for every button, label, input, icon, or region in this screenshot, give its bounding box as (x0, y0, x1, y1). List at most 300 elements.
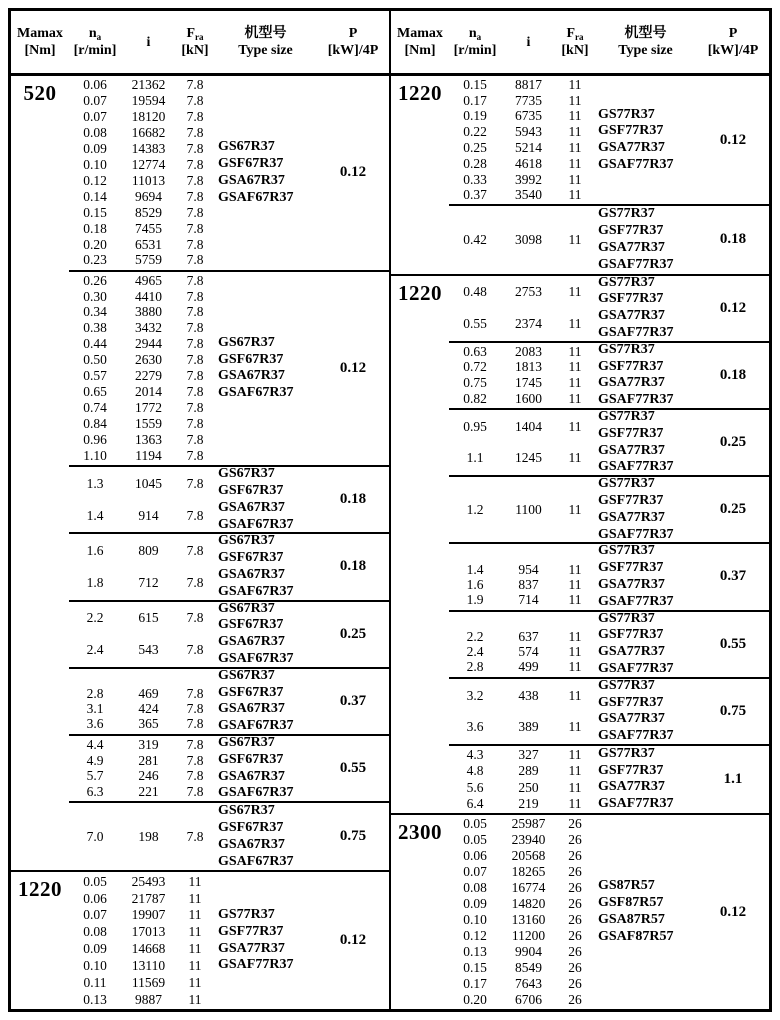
cell-ratio: 1559 (135, 416, 162, 432)
table-row (449, 188, 594, 203)
cell-output-speed: 0.96 (83, 432, 107, 448)
cell-output-speed: 5.7 (86, 768, 104, 784)
cell-ratio: 7643 (515, 975, 542, 991)
type-size-list (594, 612, 697, 677)
type-size-label: GSAF67R37 (218, 650, 294, 666)
header-cell-mamax (11, 11, 69, 73)
type-size-label: GSA77R37 (598, 509, 665, 525)
cell-ratio: 714 (518, 592, 539, 608)
cell-output-speed: 0.09 (83, 140, 107, 156)
cell-ratio: 4618 (515, 155, 542, 171)
header-label-i: i (146, 34, 151, 50)
cell-ratio: 219 (518, 795, 539, 811)
type-size-label: GSF67R37 (218, 617, 284, 633)
cell-radial-force: 11 (568, 719, 582, 735)
cell-ratio: 837 (518, 577, 539, 593)
cell-output-speed: 0.09 (83, 941, 107, 957)
cell-radial-force: 7.8 (186, 220, 204, 236)
cell-output-speed: 1.4 (86, 507, 104, 523)
type-size-label: GS67R37 (218, 735, 275, 750)
data-rows (69, 272, 214, 466)
cell-radial-force: 11 (568, 418, 582, 434)
type-size-list (214, 803, 317, 870)
cell-radial-force: 11 (568, 284, 582, 300)
cell-output-speed: 0.33 (463, 171, 487, 187)
table-row (449, 660, 594, 675)
cell-output-speed: 0.25 (463, 140, 487, 156)
type-size-label: GSAF67R37 (218, 516, 294, 532)
cell-output-speed: 0.08 (463, 880, 487, 895)
type-size-label: GSA77R37 (598, 442, 665, 458)
cell-radial-force: 7.8 (186, 784, 204, 800)
power-value: 1.1 (723, 770, 743, 787)
type-size-label: GSAF77R37 (218, 957, 294, 973)
type-size-list (214, 76, 317, 270)
table-row (69, 321, 214, 336)
cell-radial-force: 7.8 (186, 384, 204, 400)
type-size-label: GSAF77R37 (598, 728, 674, 744)
table-row (449, 896, 594, 911)
table-row (69, 687, 214, 702)
cell-radial-force: 11 (568, 140, 582, 156)
cell-radial-force: 7.8 (186, 92, 204, 108)
cell-ratio: 20568 (511, 848, 546, 864)
cell-output-speed: 0.48 (463, 284, 487, 300)
table-row (449, 125, 594, 140)
power-cell (697, 76, 769, 204)
cell-ratio: 2630 (135, 352, 162, 368)
cell-radial-force: 7.8 (186, 156, 204, 172)
header-unit: [kW]/4P (327, 43, 379, 58)
cell-radial-force: 7.8 (186, 752, 204, 768)
cell-radial-force: 26 (568, 864, 582, 880)
cell-ratio: 25493 (131, 873, 166, 889)
type-size-label: GSF67R37 (218, 482, 284, 498)
type-size-label: GS77R37 (598, 611, 655, 626)
table-row (449, 976, 594, 991)
table-row (449, 360, 594, 375)
table-row (449, 392, 594, 407)
type-size-label: GS67R37 (218, 334, 275, 350)
table-row (69, 417, 214, 432)
cell-ratio: 7735 (515, 92, 542, 108)
table-row (69, 508, 214, 523)
power-cell (317, 467, 389, 532)
cell-radial-force: 11 (568, 343, 582, 359)
torque-group (11, 76, 389, 872)
cell-ratio: 469 (138, 686, 159, 702)
table-row (69, 785, 214, 800)
type-size-list (594, 343, 697, 408)
table-row (449, 344, 594, 359)
power-cell (697, 815, 769, 1009)
cell-radial-force: 7.8 (186, 828, 204, 844)
header-cell-na (69, 11, 121, 73)
type-size-label: GSF77R37 (598, 291, 664, 307)
cell-radial-force: 11 (568, 375, 582, 391)
table-row (69, 141, 214, 156)
type-size-label: GSF77R37 (598, 123, 664, 139)
cell-output-speed: 1.3 (86, 475, 104, 491)
spec-block (449, 815, 769, 1009)
power-value: 0.25 (339, 625, 367, 642)
table-row (69, 189, 214, 204)
cell-ratio: 1045 (135, 475, 162, 491)
cell-radial-force: 7.8 (186, 507, 204, 523)
torque-group (391, 76, 769, 276)
table-row (69, 289, 214, 304)
header-cell-fra (556, 11, 594, 73)
data-rows (69, 602, 214, 667)
cell-output-speed: 0.10 (83, 957, 107, 973)
type-size-label: GS67R37 (218, 803, 275, 819)
cell-ratio: 11013 (131, 172, 166, 188)
cell-radial-force: 7.8 (186, 352, 204, 368)
power-value: 0.75 (719, 702, 747, 719)
torque-group (391, 276, 769, 816)
type-size-label: GSAF77R37 (598, 593, 674, 609)
power-cell (697, 544, 769, 609)
cell-ratio: 809 (138, 543, 159, 559)
cell-ratio: 615 (138, 610, 159, 626)
table-row (69, 975, 214, 990)
type-size-label: GSF87R57 (598, 895, 664, 911)
cell-ratio: 424 (138, 701, 159, 717)
cell-ratio: 6706 (515, 991, 542, 1007)
cell-output-speed: 2.4 (466, 644, 484, 660)
table-row (449, 912, 594, 927)
type-size-label: GS67R37 (218, 467, 275, 482)
power-cell (317, 534, 389, 599)
table-row (449, 992, 594, 1007)
spec-block (449, 343, 769, 410)
cell-ratio: 19907 (131, 907, 166, 923)
cell-ratio: 2944 (135, 336, 162, 352)
header-cell-i (501, 11, 556, 73)
cell-radial-force: 11 (568, 124, 582, 140)
table-body (391, 76, 769, 1009)
table-row (449, 630, 594, 645)
type-size-label: GSAF67R37 (218, 718, 294, 734)
cell-radial-force: 11 (568, 644, 582, 660)
header-cell-p (317, 11, 389, 73)
type-size-label: GS77R37 (598, 409, 655, 424)
type-size-label: GSAF67R37 (218, 583, 294, 599)
cell-radial-force: 7.8 (186, 736, 204, 752)
power-value: 0.25 (719, 434, 747, 451)
table-row (69, 958, 214, 973)
cell-radial-force: 11 (568, 391, 582, 407)
type-size-label: GSAF77R37 (598, 392, 674, 408)
type-size-label: GS67R37 (218, 668, 275, 683)
header-subscript: a (476, 32, 482, 42)
header-subscript: ra (575, 32, 584, 42)
table-row (69, 769, 214, 784)
cell-radial-force: 26 (568, 975, 582, 991)
cell-output-speed: 3.2 (466, 687, 484, 703)
table-row (69, 992, 214, 1007)
group-blocks (69, 76, 389, 870)
power-cell (697, 410, 769, 475)
type-size-label: GSA77R37 (598, 239, 665, 255)
cell-ratio: 16774 (511, 880, 546, 895)
gearmotor-spec-table (8, 8, 772, 1012)
cell-output-speed: 0.42 (463, 231, 487, 247)
cell-ratio: 11200 (511, 927, 546, 943)
cell-radial-force: 11 (568, 577, 582, 593)
data-rows (449, 477, 594, 542)
cell-output-speed: 0.06 (83, 890, 107, 906)
group-blocks (69, 872, 389, 1009)
type-size-list (594, 206, 697, 273)
cell-output-speed: 0.22 (463, 124, 487, 140)
cell-output-speed: 0.44 (83, 336, 107, 352)
cell-output-speed: 0.74 (83, 400, 107, 416)
table-row (449, 232, 594, 247)
type-size-list (594, 815, 697, 1009)
table-row (69, 433, 214, 448)
type-size-label: GSAF77R37 (598, 459, 674, 475)
cell-output-speed: 6.4 (466, 795, 484, 811)
cell-radial-force: 7.8 (186, 543, 204, 559)
table-row (449, 156, 594, 171)
cell-radial-force: 11 (188, 907, 202, 923)
type-size-label: GSF67R37 (218, 351, 284, 367)
cell-radial-force: 7.8 (186, 610, 204, 626)
table-row (69, 908, 214, 923)
table-row (69, 125, 214, 140)
type-size-label: GSA77R37 (598, 375, 665, 391)
type-size-label: GSAF67R37 (218, 853, 294, 869)
data-rows (449, 544, 594, 609)
cell-radial-force: 7.8 (186, 272, 204, 288)
table-row (69, 385, 214, 400)
table-half-left (11, 11, 391, 1009)
cell-ratio: 2753 (515, 284, 542, 300)
power-value: 0.18 (339, 491, 367, 508)
type-size-label: GSAF77R37 (598, 660, 674, 676)
cell-output-speed: 0.12 (463, 927, 487, 943)
cell-ratio: 389 (518, 719, 539, 735)
cell-radial-force: 11 (568, 359, 582, 375)
type-size-label: GSA77R37 (598, 308, 665, 324)
cell-radial-force: 11 (568, 795, 582, 811)
type-size-label: GS77R37 (598, 275, 655, 290)
cell-output-speed: 0.07 (463, 864, 487, 880)
group-blocks (449, 276, 769, 814)
cell-radial-force: 26 (568, 816, 582, 832)
table-row (69, 157, 214, 172)
type-size-list (594, 544, 697, 609)
cell-radial-force: 11 (568, 155, 582, 171)
type-size-label: GSA67R37 (218, 172, 285, 188)
cell-radial-force: 7.8 (186, 448, 204, 464)
table-row (69, 829, 214, 844)
power-cell (697, 746, 769, 813)
cell-ratio: 9694 (135, 188, 162, 204)
table-row (69, 305, 214, 320)
cell-radial-force: 11 (568, 763, 582, 779)
cell-radial-force: 7.8 (186, 172, 204, 188)
cell-radial-force: 7.8 (186, 641, 204, 657)
cell-radial-force: 11 (568, 92, 582, 108)
cell-output-speed: 2.8 (86, 686, 104, 702)
data-rows (449, 612, 594, 677)
power-cell (317, 736, 389, 801)
cell-output-speed: 0.17 (463, 92, 487, 108)
power-cell (317, 602, 389, 667)
spec-block (69, 669, 389, 736)
data-rows (449, 76, 594, 204)
cell-radial-force: 11 (568, 629, 582, 645)
data-rows (69, 736, 214, 801)
table-row (449, 881, 594, 896)
type-size-list (594, 746, 697, 813)
cell-output-speed: 4.9 (86, 752, 104, 768)
table-row (69, 237, 214, 252)
cell-radial-force: 11 (568, 450, 582, 466)
data-rows (69, 803, 214, 870)
cell-radial-force: 26 (568, 895, 582, 911)
spec-block (449, 746, 769, 813)
header-label-mamax: Mamax (397, 26, 443, 41)
spec-block (69, 272, 389, 468)
cell-ratio: 21362 (131, 76, 166, 92)
header-unit: [kW]/4P (707, 43, 759, 58)
cell-radial-force: 26 (568, 848, 582, 864)
cell-radial-force: 7.8 (186, 108, 204, 124)
spec-block (69, 534, 389, 601)
cell-output-speed: 0.65 (83, 384, 107, 400)
type-size-label: GSA77R37 (598, 711, 665, 727)
cell-radial-force: 26 (568, 943, 582, 959)
cell-radial-force: 11 (568, 171, 582, 187)
header-label-fra (186, 25, 203, 42)
table-row (449, 764, 594, 779)
table-row (69, 173, 214, 188)
cell-radial-force: 11 (568, 779, 582, 795)
group-blocks (449, 815, 769, 1009)
table-row (69, 925, 214, 940)
table-row (69, 642, 214, 657)
table-row (69, 449, 214, 464)
power-value: 0.37 (719, 568, 747, 585)
cell-output-speed: 0.72 (463, 359, 487, 375)
cell-output-speed: 3.6 (466, 719, 484, 735)
type-size-label: GS77R37 (598, 106, 655, 122)
spec-block (69, 467, 389, 534)
cell-ratio: 23940 (511, 832, 546, 848)
power-cell (317, 76, 389, 270)
data-rows (69, 872, 214, 1009)
cell-output-speed: 0.37 (463, 187, 487, 203)
table-body (11, 76, 389, 1009)
type-size-list (214, 272, 317, 466)
header-cell-i (121, 11, 176, 73)
cell-output-speed: 0.30 (83, 288, 107, 304)
cell-ratio: 2014 (135, 384, 162, 400)
cell-radial-force: 11 (568, 592, 582, 608)
table-row (69, 476, 214, 491)
cell-radial-force: 26 (568, 959, 582, 975)
type-size-label: GSF67R37 (218, 684, 284, 700)
spec-block (69, 602, 389, 669)
cell-ratio: 4410 (135, 288, 162, 304)
table-row (69, 369, 214, 384)
cell-output-speed: 0.05 (463, 832, 487, 848)
table-row (449, 563, 594, 578)
power-value: 0.12 (719, 131, 747, 148)
cell-ratio: 289 (518, 763, 539, 779)
cell-ratio: 954 (518, 562, 539, 578)
type-size-list (214, 669, 317, 734)
cell-output-speed: 7.0 (86, 828, 104, 844)
type-size-label: GS77R37 (598, 342, 655, 357)
cell-radial-force: 7.8 (186, 416, 204, 432)
cell-output-speed: 0.20 (83, 236, 107, 252)
type-size-label: GSAF77R37 (598, 526, 674, 542)
type-size-label: GS77R37 (598, 206, 655, 222)
type-size-label: GSF67R37 (218, 819, 284, 835)
header-unit: [kN] (181, 43, 209, 58)
cell-radial-force: 11 (188, 974, 202, 990)
table-row (449, 376, 594, 391)
power-value: 0.55 (339, 760, 367, 777)
cell-output-speed: 0.38 (83, 320, 107, 336)
cell-radial-force: 7.8 (186, 188, 204, 204)
cell-radial-force: 26 (568, 991, 582, 1007)
cell-ratio: 7455 (135, 220, 162, 236)
cell-output-speed: 5.6 (466, 779, 484, 795)
cell-output-speed: 0.20 (463, 991, 487, 1007)
cell-output-speed: 1.2 (466, 501, 484, 517)
cell-output-speed: 0.19 (463, 108, 487, 124)
cell-ratio: 14820 (511, 895, 546, 911)
cell-ratio: 16682 (131, 124, 166, 140)
table-row (69, 717, 214, 732)
table-row (449, 578, 594, 593)
cell-radial-force: 11 (568, 187, 582, 203)
cell-radial-force: 11 (568, 501, 582, 517)
header-unit: [r/min] (73, 43, 117, 58)
torque-group-label: 520 (23, 81, 57, 105)
torque-group (11, 872, 389, 1009)
data-rows (449, 206, 594, 273)
table-row (69, 611, 214, 626)
cell-radial-force: 7.8 (186, 320, 204, 336)
table-row (449, 833, 594, 848)
cell-output-speed: 0.10 (83, 156, 107, 172)
table-row (69, 874, 214, 889)
header-unit: [kN] (561, 43, 589, 58)
cell-output-speed: 0.57 (83, 368, 107, 384)
type-size-list (594, 477, 697, 542)
type-size-label: GSAF67R37 (218, 385, 294, 401)
power-value: 0.75 (339, 828, 367, 845)
table-row (69, 544, 214, 559)
header-cell-na (449, 11, 501, 73)
table-row (69, 93, 214, 108)
header-cell-mamax (391, 11, 449, 73)
table-row (449, 780, 594, 795)
type-size-list (214, 602, 317, 667)
table-row (69, 702, 214, 717)
power-value: 0.12 (719, 299, 747, 316)
type-size-label: GSA67R37 (218, 634, 285, 650)
table-row (69, 205, 214, 220)
cell-output-speed: 0.13 (83, 991, 107, 1007)
cell-ratio: 21787 (131, 890, 166, 906)
